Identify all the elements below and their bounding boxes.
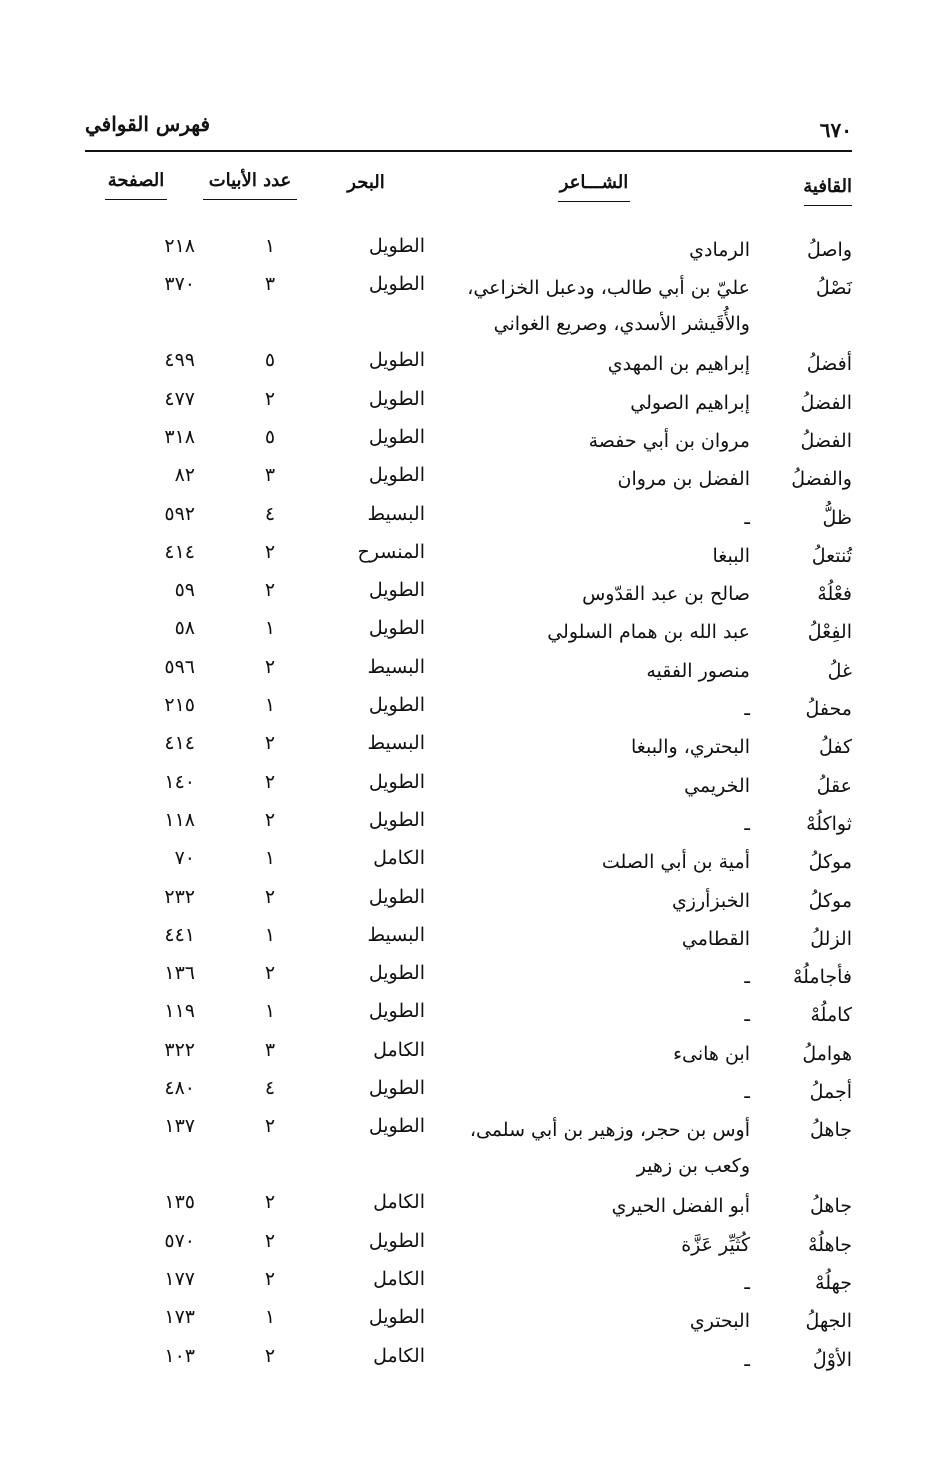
page-cell: ١٧٧: [164, 1267, 195, 1290]
rhyme-cell: والفضلُ: [791, 468, 852, 491]
poet-cell: الرمادي: [689, 239, 750, 261]
page-cell: ٢١٨: [164, 235, 195, 257]
poet-cell: منصور الفقيه: [646, 659, 750, 682]
verse-count-cell: ١: [264, 1306, 276, 1329]
meter-cell: الطويل: [368, 770, 425, 793]
poet-cell: إبراهيم بن المهدي: [607, 353, 750, 376]
verse-count-cell: ٢: [264, 1267, 276, 1290]
verse-count-cell: ١: [264, 847, 276, 870]
column-headers: [85, 168, 852, 218]
poet-cell: أمية بن أبي الصلت: [601, 851, 750, 874]
rhyme-cell: كاملُهْ: [810, 1004, 852, 1027]
table-row: [85, 687, 852, 725]
table-row: [85, 1032, 852, 1070]
page-number: ٦٧٠: [819, 118, 852, 142]
rhyme-cell: فأجاملُهْ: [792, 966, 852, 989]
page-cell: ١٤٠: [164, 770, 195, 793]
table-row: [85, 1261, 852, 1299]
poet-cell: ـ: [744, 1004, 750, 1027]
verse-count-cell: ٤: [264, 1077, 276, 1099]
rhyme-cell: أفضلُ: [806, 353, 852, 376]
poet-cell: البحتري: [689, 1310, 750, 1333]
page-cell: ٤١٤: [164, 540, 195, 563]
table-row: [85, 572, 852, 610]
rhyme-cell: فعْلُهْ: [817, 583, 852, 606]
poet-cell: ـ: [744, 1271, 750, 1294]
verse-count-cell: ١: [264, 1000, 276, 1023]
table-row: [85, 228, 852, 266]
page-cell: ٥٨: [174, 617, 195, 640]
poet-cell: عبد الله بن همام السلولي: [547, 621, 750, 644]
rhyme-cell: موكلُ: [808, 889, 852, 912]
meter-cell: الكامل: [373, 1038, 425, 1061]
table-row: [85, 534, 852, 572]
meter-cell: الطويل: [368, 694, 425, 716]
meter-cell: الطويل: [368, 1229, 425, 1252]
verse-count-cell: ٢: [264, 732, 276, 755]
table-row: [85, 1184, 852, 1222]
rhyme-cell: جهلُهْ: [815, 1271, 852, 1294]
meter-cell: الكامل: [373, 1191, 425, 1214]
meter-cell: الطويل: [368, 273, 425, 296]
poet-cell: أوس بن حجر، وزهير بن أبي سلمى، وكعب بن زهير: [469, 1119, 750, 1178]
verse-count-cell: ٢: [264, 540, 276, 563]
poet-cell: إبراهيم الصولي: [630, 391, 750, 414]
poet-cell: ـ: [744, 506, 750, 529]
table-row: [85, 496, 852, 534]
page-cell: ١١٩: [164, 1000, 195, 1023]
page-cell: ١٣٦: [164, 962, 195, 985]
column-header-page: الصفحة: [105, 170, 167, 200]
poet-cell: ابن هانىء: [673, 1042, 750, 1065]
poet-cell: ـ: [744, 1081, 750, 1103]
page-cell: ٨٢: [174, 464, 195, 487]
page-cell: ٥٩٢: [164, 502, 195, 525]
table-row: [85, 610, 852, 648]
table-row: [85, 725, 852, 763]
verse-count-cell: ٢: [264, 579, 276, 602]
meter-cell: المنسرح: [357, 540, 425, 563]
table-row: [85, 1299, 852, 1337]
poet-cell: الخريمي: [684, 774, 750, 797]
meter-cell: الطويل: [368, 235, 425, 257]
rhyme-cell: الفضلُ: [800, 391, 852, 414]
page-cell: ١٠٣: [164, 1344, 195, 1367]
meter-cell: الكامل: [373, 847, 425, 870]
verse-count-cell: ١: [264, 235, 276, 257]
table-row: [85, 266, 852, 342]
poet-cell: البحتري، والببغا: [631, 736, 750, 759]
table-row: [85, 342, 852, 380]
meter-cell: البسيط: [367, 923, 425, 946]
rhyme-cell: الأوْلُ: [812, 1348, 852, 1371]
page-header: [85, 108, 852, 152]
meter-cell: الطويل: [368, 464, 425, 487]
meter-cell: الكامل: [373, 1267, 425, 1290]
poet-cell: الببغا: [712, 544, 750, 567]
meter-cell: الطويل: [368, 349, 425, 372]
column-header-rhyme: القافية: [804, 176, 852, 206]
rhyme-cell: نَصْلُ: [815, 277, 852, 300]
verse-count-cell: ٥: [264, 425, 276, 448]
page-cell: ٥٩٦: [164, 655, 195, 678]
index-title: فهرس القوافي: [85, 112, 211, 136]
page-cell: ١١٨: [164, 808, 195, 831]
rhyme-cell: ثواكلُهْ: [806, 812, 852, 835]
verse-count-cell: ٢: [264, 1191, 276, 1214]
verse-count-cell: ٣: [264, 464, 276, 487]
verse-count-cell: ١: [264, 617, 276, 640]
table-row: [85, 993, 852, 1031]
page-cell: ٢١٥: [164, 694, 195, 716]
poet-cell: كُثَيِّر عَزَّة: [681, 1233, 750, 1256]
meter-cell: الطويل: [368, 1000, 425, 1023]
page-cell: ١٣٥: [164, 1191, 195, 1214]
poet-cell: ـ: [744, 966, 750, 989]
page-cell: ٤١٤: [164, 732, 195, 755]
rhyme-cell: الفضلُ: [800, 429, 852, 452]
column-header-verse-count: عدد الأبيات: [203, 170, 297, 200]
table-row: [85, 1108, 852, 1184]
rhyme-cell: محفلُ: [805, 698, 852, 720]
page-cell: ٤٨٠: [164, 1077, 195, 1099]
meter-cell: الطويل: [368, 962, 425, 985]
rhyme-cell: غلُ: [827, 659, 852, 682]
verse-count-cell: ٢: [264, 1344, 276, 1367]
table-row: [85, 419, 852, 457]
rhyme-cell: الجهلُ: [805, 1310, 852, 1333]
page-cell: ١٧٣: [164, 1306, 195, 1329]
rhyme-cell: هواملُ: [802, 1042, 852, 1065]
table-row: [85, 1338, 852, 1376]
meter-cell: الطويل: [368, 808, 425, 831]
poet-cell: الفضل بن مروان: [617, 468, 750, 491]
page-cell: ٣٧٠: [164, 273, 195, 296]
rhyme-cell: ظلُّ: [822, 506, 852, 529]
rhyme-cell: جاهلُ: [810, 1119, 852, 1142]
meter-cell: البسيط: [367, 732, 425, 755]
meter-cell: الطويل: [368, 425, 425, 448]
meter-cell: الطويل: [368, 885, 425, 908]
table-row: [85, 1070, 852, 1108]
poet-cell: الخبزأرزي: [671, 889, 750, 912]
table-row: [85, 802, 852, 840]
page-cell: ٣٢٢: [164, 1038, 195, 1061]
meter-cell: الطويل: [368, 617, 425, 640]
poet-cell: ـ: [744, 1348, 750, 1371]
page-cell: ١٣٧: [164, 1115, 195, 1138]
poet-cell: ـ: [744, 698, 750, 720]
verse-count-cell: ٥: [264, 349, 276, 372]
rhyme-cell: أجملُ: [809, 1081, 852, 1103]
table-row: [85, 457, 852, 495]
table-row: [85, 917, 852, 955]
rhyme-cell: موكلُ: [808, 851, 852, 874]
rhyme-cell: تُنتعلُ: [811, 544, 852, 567]
page-cell: ٥٧٠: [164, 1229, 195, 1252]
verse-count-cell: ٢: [264, 655, 276, 678]
page-cell: ٧٠: [174, 847, 195, 870]
meter-cell: البسيط: [367, 502, 425, 525]
poet-cell: أبو الفضل الحيري: [611, 1195, 750, 1218]
table-row: [85, 955, 852, 993]
poet-cell: عليّ بن أبي طالب، ودعبل الخزاعي، والأُقَيشر الأسدي، وصريع الغواني: [467, 277, 750, 336]
poet-cell: صالح بن عبد القدّوس: [582, 583, 750, 606]
meter-cell: الطويل: [368, 1077, 425, 1099]
verse-count-cell: ٤: [264, 502, 276, 525]
meter-cell: الطويل: [368, 579, 425, 602]
poet-cell: ـ: [744, 812, 750, 835]
poet-cell: القطامي: [681, 927, 750, 950]
rhyme-cell: الفِعْلُ: [807, 621, 852, 644]
rhyme-cell: واصلُ: [807, 239, 852, 261]
table-row: [85, 764, 852, 802]
verse-count-cell: ٢: [264, 770, 276, 793]
verse-count-cell: ٢: [264, 1115, 276, 1138]
rhyme-cell: الزللُ: [810, 927, 852, 950]
verse-count-cell: ٣: [264, 1038, 276, 1061]
page-cell: ٣١٨: [164, 425, 195, 448]
meter-cell: البسيط: [367, 655, 425, 678]
verse-count-cell: ٢: [264, 885, 276, 908]
verse-count-cell: ٢: [264, 387, 276, 410]
rhyme-cell: جاهلُ: [810, 1195, 852, 1218]
verse-count-cell: ٢: [264, 808, 276, 831]
page-cell: ٤٤١: [164, 923, 195, 946]
page-cell: ٥٩: [174, 579, 195, 602]
poet-cell: مروان بن أبي حفصة: [588, 429, 750, 452]
column-header-poet: الشـــاعر: [558, 172, 630, 202]
verse-count-cell: ٢: [264, 962, 276, 985]
verse-count-cell: ٣: [264, 273, 276, 296]
page-cell: ٤٧٧: [164, 387, 195, 410]
meter-cell: الكامل: [373, 1344, 425, 1367]
meter-cell: الطويل: [368, 387, 425, 410]
rhyme-cell: كفلُ: [818, 736, 852, 759]
table-row: [85, 1223, 852, 1261]
rhyme-cell: عقلُ: [816, 774, 852, 797]
meter-cell: الطويل: [368, 1115, 425, 1138]
column-header-meter: البحر: [347, 172, 385, 193]
verse-count-cell: ١: [264, 923, 276, 946]
page-cell: ٢٣٢: [164, 885, 195, 908]
meter-cell: الطويل: [368, 1306, 425, 1329]
table-row: [85, 649, 852, 687]
table-row: [85, 381, 852, 419]
verse-count-cell: ٢: [264, 1229, 276, 1252]
table-row: [85, 840, 852, 878]
table-row: [85, 879, 852, 917]
verse-count-cell: ١: [264, 694, 276, 716]
page-cell: ٤٩٩: [164, 349, 195, 372]
rhyme-cell: جاهلُهْ: [807, 1233, 852, 1256]
